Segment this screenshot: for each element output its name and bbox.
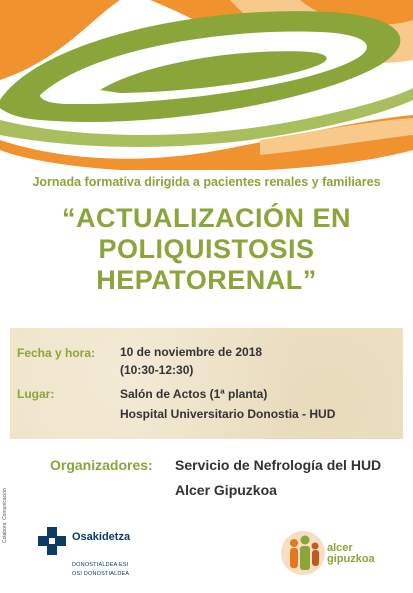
credit-text: Colabora: Comunicación [2, 488, 8, 543]
place-value: Salón de Actos (1ª planta) [120, 387, 268, 401]
event-subtitle: Jornada formativa dirigida a pacientes renales y familiares [32, 175, 381, 189]
osakidetza-line2: OSI DONOSTIALDEA [72, 571, 130, 577]
organizers-label: Organizadores: [50, 457, 153, 473]
event-title-line-3: HEPATORENAL” [96, 265, 317, 295]
hospital-value: Hospital Universitario Donostia - HUD [120, 407, 336, 421]
alcer-text-line2: gipuzkoa [327, 553, 375, 565]
swoosh-banner [0, 0, 413, 170]
osakidetza-name: Osakidetza [72, 531, 131, 543]
organizer-2: Alcer Gipuzkoa [175, 482, 277, 498]
organizer-1: Servicio de Nefrología del HUD [175, 457, 382, 473]
alcer-text-line1: alcer [327, 542, 353, 554]
event-title [0, 203, 413, 296]
osakidetza-cross-icon [38, 527, 66, 555]
osakidetza-line1: DONOSTIALDEA ESI [72, 562, 129, 568]
alcer-logo [281, 525, 391, 581]
date-label: Fecha y hora: [17, 346, 96, 360]
osakidetza-logo [38, 527, 158, 582]
info-box [10, 328, 403, 439]
alcer-figures-icon [281, 527, 325, 579]
event-title-line-1: “ACTUALIZACIÓN EN [62, 203, 351, 233]
event-title-line-2: POLIQUISTOSIS [98, 234, 315, 264]
date-value: 10 de noviembre de 2018 [120, 345, 263, 359]
place-label: Lugar: [17, 387, 55, 401]
time-value: (10:30-12:30) [120, 363, 194, 377]
